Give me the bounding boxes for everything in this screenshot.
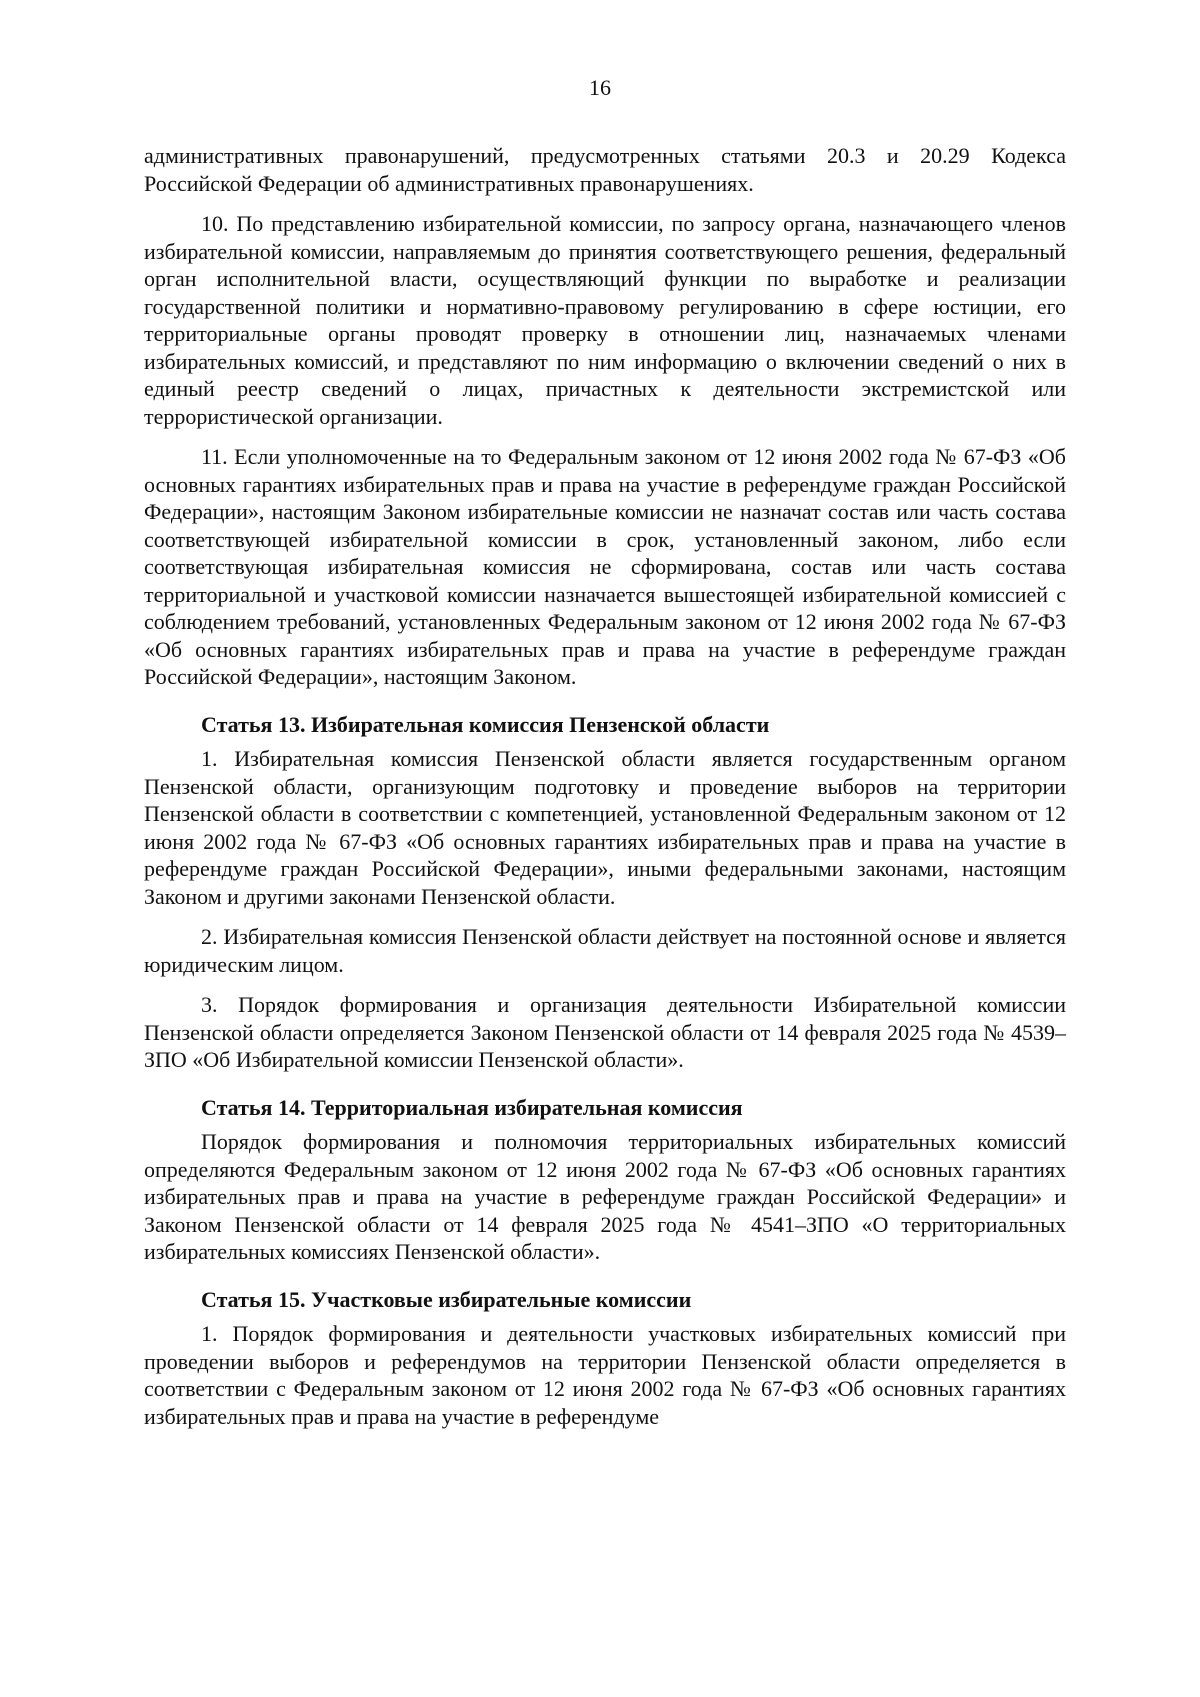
article-13-paragraph-2: 2. Избирательная комиссия Пензенской области действует на постоянной основе и является юридическим лицом. [144,924,1066,977]
page-number: 16 [589,75,611,100]
article-15-heading: Статья 15. Участковые избирательные комиссии [201,1286,692,1312]
article-15-paragraph-1: 1. Порядок формирования и деятельности участковых избирательных комиссий при проведении выборов и референдумов на территории Пензенской области определяется в соответствии с Федеральным законом от 12 июня 2002 года № 67-ФЗ «Об основных гарантиях избирательных прав и права на участие в референдуме [144,1321,1066,1429]
article-14-heading: Статья 14. Территориальная избирательная комиссия [201,1094,743,1120]
paragraph-10: 10. По представлению избирательной комиссии, по запросу органа, назначающего членов избирательной комиссии, направляемым до принятия соответствующего решения, федеральный орган исполнительной власти, осуществляющий функции по выработке и реализации государственной политики и нормативно-правовому регулированию в сфере юстиции, его территориальные органы проводят проверку в отношении лиц, назначаемых членами избирательных комиссий, и представляют по ним информацию о включении сведений о них в единый реестр сведений о лицах, причастных к деятельности экстремистской или террористической организации. [144,211,1066,429]
article-13-paragraph-1: 1. Избирательная комиссия Пензенской области является государственным органом Пензенской области, организующим подготовку и проведение выборов на территории Пензенской области в соответствии с компетенцией, установленной Федеральным законом от 12 июня 2002 года № 67-ФЗ «Об основных гарантиях избирательных прав и права на участие в референдуме граждан Российской Федерации», иными федеральными законами, настоящим Законом и другими законами Пензенской области. [144,746,1066,909]
paragraph-11: 11. Если уполномоченные на то Федеральным законом от 12 июня 2002 года № 67-ФЗ «Об основных гарантиях избирательных прав и права на участие в референдуме граждан Российской Федерации», настоящим Законом избирательные комиссии не назначат состав или часть состава соответствующей избирательной комиссии в срок, установленный законом, либо если соответствующая избирательная комиссия не сформирована, состав или часть состава территориальной и участковой комиссии назначается вышестоящей избирательной комиссией с соблюдением требований, установленных Федеральным законом от 12 июня 2002 года № 67-ФЗ «Об основных гарантиях избирательных прав и права на участие в референдуме граждан Российской Федерации», настоящим Законом. [144,444,1066,689]
article-13-paragraph-3: 3. Порядок формирования и организация деятельности Избирательной комиссии Пензенской области определяется Законом Пензенской области от 14 февраля 2025 года № 4539–ЗПО «Об Избирательной комиссии Пензенской области». [144,992,1066,1072]
document-body [144,142,1066,1430]
article-14-paragraph-1: Порядок формирования и полномочия территориальных избирательных комиссий определяются Федеральным законом от 12 июня 2002 года № 67-ФЗ «Об основных гарантиях избирательных прав и права на участие в референдуме граждан Российской Федерации» и Законом Пензенской области от 14 февраля 2025 года № 4541–ЗПО «О территориальных избирательных комиссиях Пензенской области». [144,1129,1066,1264]
paragraph-continuation: административных правонарушений, предусмотренных статьями 20.3 и 20.29 Кодекса Российской Федерации об административных правонарушениях. [144,143,1066,196]
article-13-heading: Статья 13. Избирательная комиссия Пензенской области [201,711,770,737]
